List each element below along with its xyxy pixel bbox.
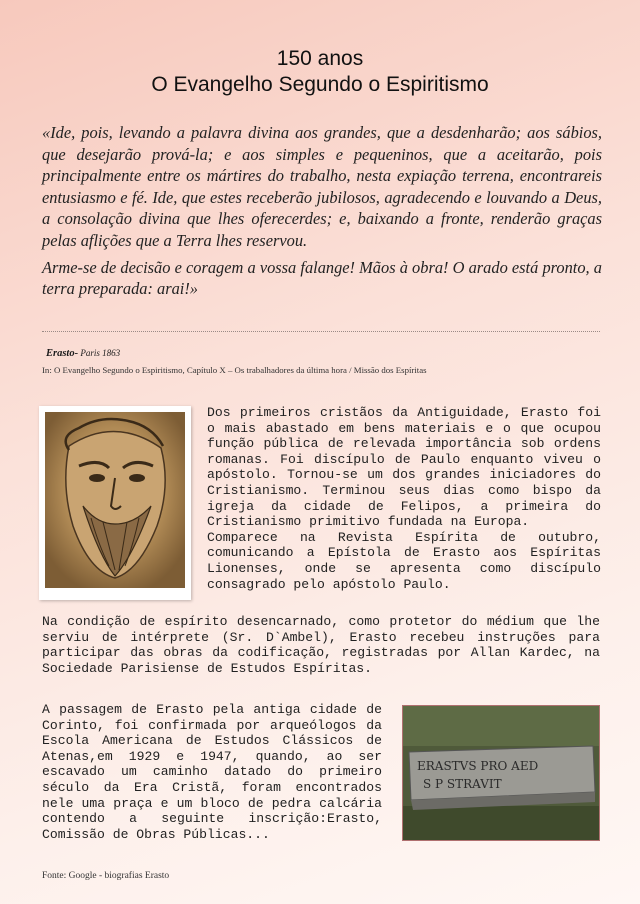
bio-paragraph-2: Comparece na Revista Espírita de outubro, comunicando a Epístola de Erasto aos Espíritas Lionenses, onde se apresenta como discípulo consagrado pelo apóstolo Paulo. [207, 529, 601, 592]
inscription-line-1: ERASTVS PRO AED [417, 759, 539, 773]
portrait-drawing-icon [39, 406, 191, 600]
source-credit: Fonte: Google - biografias Erasto [42, 871, 170, 881]
page-title [0, 46, 640, 98]
title-line-1: 150 anos [276, 47, 364, 70]
author-name: Erasto- [46, 348, 79, 359]
dotted-divider [42, 331, 600, 332]
quote-paragraph-1: «Ide, pois, levando a palavra divina aos grandes, que a desdenharão; aos sábios, que desejarão prová-la; e aos simples e pequeninos, que a aceitarão, pois principalmente entre os mártires do trabalho, nesta expiação terrena, encontrareis entusiasmo e fé. Ide, que estes receberão jubilosos, agradecendo e louvando a Deus, a consolação divina que lhes oferecerdes; e, baixando a fronte, renderão graças pelas aflições que a Terra lhes reservou. [42, 123, 602, 250]
author-place-date: Paris 1863 [78, 348, 121, 358]
bio-paragraph-3: Na condição de espírito desencarnado, como protetor do médium que lhe serviu de intérprete (Sr. D`Ambel), Erasto recebeu instruções para participar das obras da codificação, registradas por Allan Kardec, na Sociedade Parisiense de Estudos Espíritas. [42, 614, 600, 676]
biography-text-1 [207, 405, 601, 592]
quote-paragraph-2: Arme-se de decisão e coragem a vossa falange! Mãos à obra! O arado está pronto, a terra preparada: arai!» [42, 257, 602, 299]
quote-source: In: O Evangelho Segundo o Espiritismo, Capítulo X – Os trabalhadores da última hora / Missão dos Espíritas [42, 365, 427, 375]
inscription-stone-image [402, 705, 600, 841]
erasto-portrait-image [39, 406, 191, 600]
bio-paragraph-4: A passagem de Erasto pela antiga cidade de Corinto, foi confirmada por arqueólogos da Escola Americana de Estudos Clássicos de Atenas,em 1929 e 1947, quando, ao ser escavado um caminho datado do primeiro século da Era Cristã, foram encontrados nele uma praça e um bloco de pedra calcária contendo a seguinte inscrição:Erasto, Comissão de Obras Públicas... [42, 702, 382, 842]
quote-attribution [46, 348, 120, 359]
inscription-line-2: S P STRAVIT [423, 777, 502, 791]
stone-photo-icon [403, 706, 599, 840]
erasto-quote [42, 122, 602, 300]
title-line-2: O Evangelho Segundo o Espiritismo [151, 73, 489, 96]
bio-paragraph-1: Dos primeiros cristãos da Antiguidade, Erasto foi o mais abastado em bens materiais e o que ocupou função pública de relevada importância sob ordens romanas. Foi discípulo de Paulo enquanto viveu o apóstolo. Tornou-se um dos grandes iniciadores do Cristianismo. Terminou seus dias como bispo da igreja da cidade de Felipos, a primeira do Cristianismo primitivo fundada na Europa. [207, 405, 601, 530]
